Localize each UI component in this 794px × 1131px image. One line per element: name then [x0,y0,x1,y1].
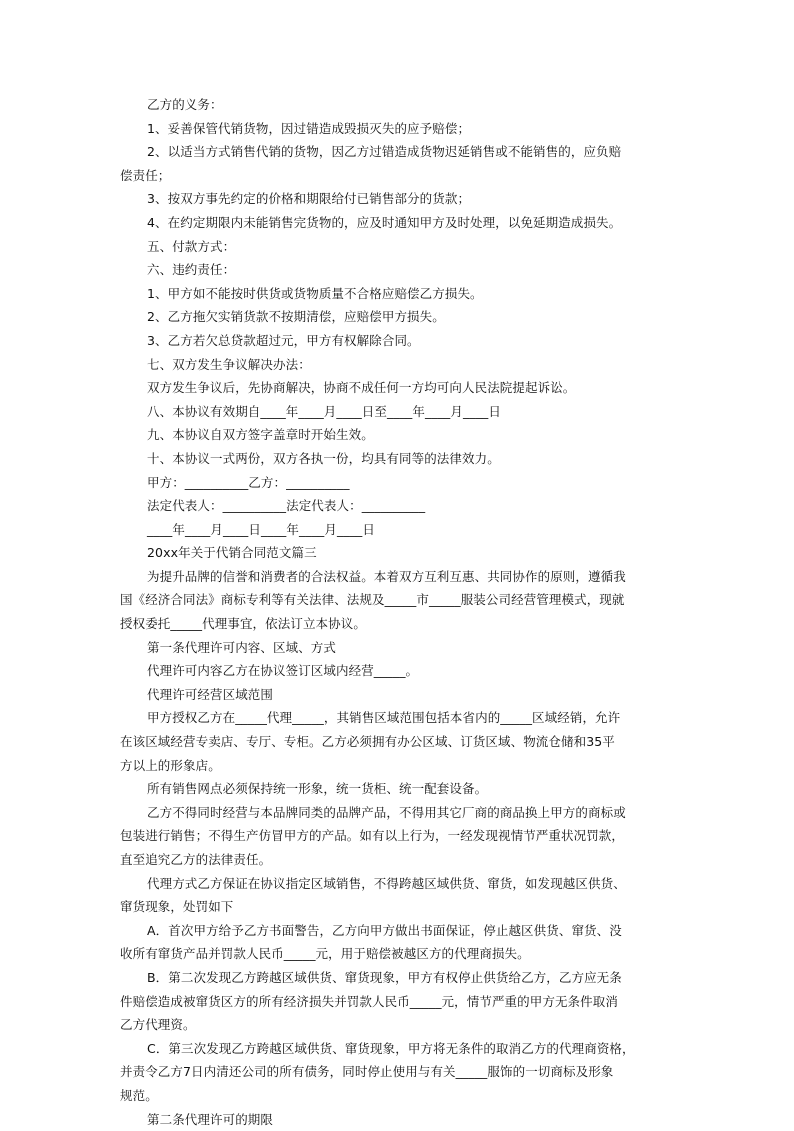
text-line: 代理许可经营区域范围 [147,686,274,702]
text-line: 3、乙方若欠总贷款超过元，甲方有权解除合同。 [147,332,420,348]
text-line: 方以上的形象店。 [120,757,221,773]
text-line: 乙方的义务： [147,97,223,112]
text-line: B．第二次发现乙方跨越区域供货、窜货现象，甲方有权停止供货给乙方，乙方应无条 [147,969,622,985]
text-line: 窜货现象，处罚如下 [120,899,234,915]
text-line: 双方发生争议后，先协商解决，协商不成任何一方均可向人民法院提起诉讼。 [147,380,576,396]
text-line: 1、甲方如不能按时供货或货物质量不合格应赔偿乙方损失。 [147,285,483,301]
text-line: 第一条代理许可内容、区域、方式 [147,639,337,655]
text-line: ____年____月____日____年____月____日 [147,521,375,537]
text-line: 2、乙方拖欠实销货款不按期清偿，应赔偿甲方损失。 [147,309,445,325]
text-line: 法定代表人：__________法定代表人：__________ [147,498,426,514]
text-line: 直至追究乙方的法律责任。 [120,852,272,867]
text-line: 国《经济合同法》商标专利等有关法律、法规及_____市_____服装公司经营管理模式，现就 [120,592,625,608]
text-line: 收所有窜货产品并罚款人民币_____元，用于赔偿被越区方的代理商损失。 [120,946,530,962]
text-line: 所有销售网点必须保持统一形象，统一货柜、统一配套设备。 [147,781,488,797]
text-line: 乙方不得同时经营与本品牌同类的品牌产品，不得用其它厂商的商品换上甲方的商标或 [147,804,626,820]
text-line: 并责令乙方7日内清还公司的所有债务，同时停止使用与有关_____服饰的一切商标及形象 [120,1064,614,1080]
text-line: 第二条代理许可的期限 [147,1111,274,1127]
text-line: 乙方代理资。 [120,1017,196,1033]
text-line: 七、双方发生争议解决办法： [147,356,311,372]
text-line: 4、在约定期限内未能销售完货物的，应及时通知甲方及时处理，以免延期造成损失。 [147,214,622,230]
text-line: 包装进行销售；不得生产仿冒甲方的产品。如有以上行为，一经发现视情节严重状况罚款， [120,828,625,844]
text-line: 八、本协议有效期自____年____月____日至____年____月____日 [147,403,502,419]
text-line: 六、违约责任： [147,262,236,278]
text-line: 偿责任； [120,167,171,183]
text-line: A．首次甲方给予乙方书面警告，乙方向甲方做出书面保证，停止越区供货、窜货、没 [147,922,622,938]
text-line: 代理方式乙方保证在协议指定区域销售，不得跨越区域供货、窜货，如发现越区供货、 [147,875,626,891]
text-line: 九、本协议自双方签字盖章时开始生效。 [147,427,374,443]
text-line: 甲方：__________乙方：__________ [147,474,350,490]
text-line: 五、付款方式： [147,238,236,254]
text-line: 规范。 [120,1087,158,1103]
text-line: 2、以适当方式销售代销的货物，因乙方过错造成货物迟延销售或不能销售的，应负赔 [147,144,622,160]
text-line: 件赔偿造成被窜货区方的所有经济损失并罚款人民币_____元，情节严重的甲方无条件取消 [120,993,618,1009]
text-line: 十、本协议一式两份，双方各执一份，均具有同等的法律效力。 [147,450,500,466]
text-line: C．第三次发现乙方跨越区域供货、窜货现象，甲方将无条件的取消乙方的代理商资格， [147,1040,635,1056]
document-page [120,93,690,1131]
text-line: 为提升品牌的信誉和消费者的合法权益。本着双方互利互惠、共同协作的原则，遵循我 [147,568,626,584]
text-line: 在该区域经营专卖店、专厅、专柜。乙方必须拥有办公区域、订货区域、物流仓储和35平 [120,734,615,750]
text-line: 代理许可内容乙方在协议签订区域内经营_____。 [147,663,419,679]
text-line: 甲方授权乙方在_____代理_____，其销售区域范围包括本省内的_____区域经销，允许 [147,710,621,726]
text-line: 授权委托_____代理事宜，依法订立本协议。 [120,616,366,632]
text-line: 3、按双方事先约定的价格和期限给付已销售部分的货款； [147,191,471,207]
text-line: 20xx年关于代销合同范文篇三 [147,545,317,561]
text-line: 1、妥善保管代销货物，因过错造成毁损灭失的应予赔偿； [147,120,471,136]
